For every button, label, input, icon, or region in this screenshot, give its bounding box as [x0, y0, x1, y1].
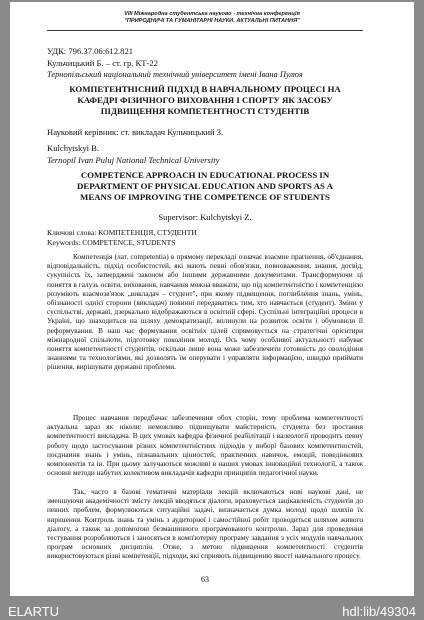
title-ua-line: КАФЕДРІ ФІЗИЧНОГО ВИХОВАННЯ І СПОРТУ ЯК ЗАСОБУ: [77, 95, 333, 105]
author-ua: Кульчицький Б. – ст. гр. КТ-22: [47, 58, 158, 68]
body-paragraph: Так, часто в базові тематичні матеріали лекцій включаються нові наукові дані, не зменшуючи академічності змісту лекцій вводяться діалоги, враховується зацікавленість студентів до певних проблем, формулюються ситуаційні задачі, визначається думка молоді щодо шляхів їх вирішення. Контроль знань та умінь з аудиторної і самостійної робіт проводиться шляхом живого діалогу, а також за допомогою безмашинного програмованого контролю. Зараз для проведення тестування розробляються і заносяться в комп'ютерну програму завдання з усіх модулів навчальних програм основних дисциплін. Отже, з метою підвищення компетентності студентів використовуються різні компетенції, підходи, які сприяють підвищенню якості навчального процесу.: [47, 487, 363, 561]
repository-footer: [0, 596, 424, 620]
keywords-en: Keywords: COMPETENCE, STUDENTS: [47, 238, 176, 247]
udc-code: УДК: 796.37.06:612.821: [47, 46, 134, 56]
title-en-line: COMPETENCE APPROACH IN EDUCATIONAL PROCESS IN: [80, 170, 330, 180]
affiliation-en: Ternopil Ivan Puluj National Technical University: [47, 155, 220, 165]
body-paragraph: Компетенція (лат. competentia) в прямому перекладі означає взаємне прагнення, об'єднання, відповідальність, підхід особистостей, які мають певні обов'язки, повноваження, знання, досвід, сукупність їх, затверджені законом або іншими державними документами. Трансформуючи ці поняття в галузь освіти, виховання, навчання можна вважати, що під компетентністю і компетенцією розуміють взаємозв'язок „викладач – студент", при якому підвищення, поглиблення знань, умінь, обізнаності однієї сторони (викладач) повинні передаватись тим, хто навчається (студент). Зміни у суспільстві, державі, дзеркально відображаються в освітній сфері. Суспільні інтеграційні процеси в Україні, що знаходиться на шляху демократизації, вплинули на розвиток освіти і обумовили її реформування. В наш час формування освітніх цілей спрямовується на стратегічні орієнтири міжнародної спільноти, підготовку покоління молоді. Ось чому особливої актуальності набуває поняття компетентності студентів, оскільки лише вона може забезпечити готовність до оволодіння знаннями та технологіями, які дозволять їм оперувати і управляти інформацією, швидко приймати рішення, вирішувати державні проблеми.: [47, 252, 363, 372]
title-ua-line: КОМПЕТЕНТНІСНИЙ ПІДХІД В НАВЧАЛЬНОМУ ПРОЦЕСІ НА: [69, 84, 341, 94]
keywords-ua: Ключові слова: КОМПЕТЕНЦІЯ, СТУДЕНТИ: [47, 228, 197, 237]
title-en-line: DEPARTMENT OF PHYSICAL EDUCATION AND SPORTS AS A: [77, 181, 333, 191]
affiliation-ua: Тернопільський національний технічний університет імені Івана Пулюя: [47, 70, 303, 79]
page-number: 63: [201, 575, 209, 584]
supervisor-ua: Науковий керівник: ст. викладач Кульчицький З.: [47, 127, 224, 137]
paper-page: [10, 2, 414, 596]
title-ua: [47, 84, 363, 117]
author-en: Kulchytskyi B.: [47, 143, 100, 153]
title-ua-line: ПІДВИЩЕННЯ КОМПЕТЕНТНОСТІ СТУДЕНТІВ: [100, 106, 310, 116]
body-paragraph: Процес навчання передбачає забезпечення обох сторін, тому проблема компетентності актуальна зараз як ніколи: неможливо підвищувати майстерність студента без зростання компетентності викладача. В цих умовах кафедра фізичної реабілітації і валеології проводить певну роботу щодо застосування різних компетентністних підходів у виборі базових компетентностей, поєднання знань і умінь, пізнавальних цінностей, практичних навичок, емоцій, поведінкових компонентів та ін. При цьому залучаються можливі в наших умовах інноваційні технології, а також основні методи набутих колективом викладачів кафедри принципів педагогічної науки.: [47, 413, 363, 478]
conference-header-line2: "ПРИРОДНИЧІ ТА ГУМАНІТАРНІ НАУКИ. АКТУАЛЬНІ ПИТАННЯ": [124, 18, 300, 24]
conference-header-line1: VIII Міжнародна студентська науково - технічна конференція: [124, 11, 300, 17]
repository-name: ELARTU: [8, 604, 60, 619]
title-en: [47, 170, 363, 203]
header-divider: [47, 30, 363, 31]
title-en-line: MEANS OF IMPROVING THE COMPETENCE OF STUDENTS: [80, 192, 330, 202]
supervisor-en: Supervisor: Kulchytskyi Z.: [158, 212, 252, 222]
handle-identifier: hdl:lib/49304: [342, 604, 416, 619]
